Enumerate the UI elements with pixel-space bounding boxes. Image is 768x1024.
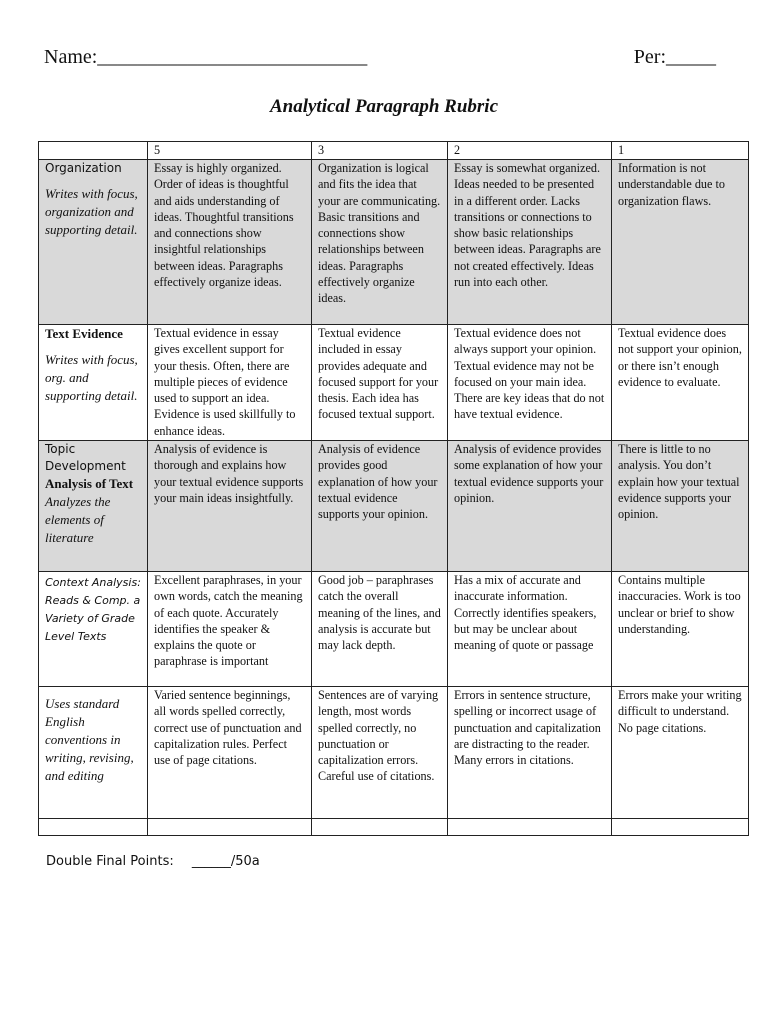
rubric-cell: Textual evidence included in essay provides adequate and focused support for your thesis. Each idea has focused textual support. [312, 325, 448, 441]
criterion-cell [39, 441, 148, 572]
rubric-table [38, 141, 749, 836]
table-row [39, 687, 749, 819]
empty-cell [448, 819, 612, 836]
criterion-title: Context Analysis: [45, 576, 141, 589]
table-row [39, 441, 749, 572]
rubric-cell: Essay is highly organized. Order of ideas is thoughtful and aids understanding of ideas. Thoughtful transitions and connections show insightful relationships between ideas. Paragraphs effectively organize ideas. [148, 160, 312, 325]
criterion-subtitle: Analysis of Text [45, 476, 134, 491]
period-field-label: Per:_____ [633, 46, 716, 68]
table-row [39, 325, 749, 441]
criterion-cell [39, 687, 148, 819]
column-header-score: 3 [312, 142, 448, 160]
criterion-title: Text Evidence [45, 326, 123, 341]
rubric-cell: Errors make your writing difficult to understand. No page citations. [612, 687, 749, 819]
rubric-cell: Analysis of evidence is thorough and explains how your textual evidence supports your main ideas insightfully. [148, 441, 312, 572]
rubric-cell: Good job – paraphrases catch the overall meaning of the lines, and analysis is accurate but may lack depth. [312, 572, 448, 687]
empty-cell [312, 819, 448, 836]
criterion-cell [39, 572, 148, 687]
criterion-description: Uses standard English conventions in writing, revising, and editing [45, 696, 134, 783]
criterion-description: Writes with focus, org. and supporting detail. [45, 352, 138, 403]
rubric-cell: Textual evidence does not always support your opinion. Textual evidence may not be focused on your main idea. There are key ideas that do not have textual evidence. [448, 325, 612, 441]
criterion-title: Organization [45, 161, 122, 175]
criterion-description: Reads & Comp. a Variety of Grade Level Texts [45, 594, 141, 643]
rubric-cell: Information is not understandable due to organization flaws. [612, 160, 749, 325]
column-header-score: 5 [148, 142, 312, 160]
column-header-criteria [39, 142, 148, 160]
rubric-cell: Textual evidence in essay gives excellent support for your thesis. Often, there are multiple pieces of evidence used to support an idea. Evidence is used skillfully to enhance ideas. [148, 325, 312, 441]
rubric-cell: Organization is logical and fits the idea that your are communicating. Basic transitions and connections show relationships between ideas. Paragraphs effectively organize ideas. [312, 160, 448, 325]
criterion-title: Topic Development [45, 442, 126, 473]
empty-cell [148, 819, 312, 836]
table-row-empty [39, 819, 749, 836]
final-points-label: Double Final Points: [46, 854, 174, 869]
criterion-description: Writes with focus, organization and supporting detail. [45, 186, 138, 237]
rubric-cell: Errors in sentence structure, spelling or incorrect usage of punctuation and capitalization are distracting to the reader. Many errors in citations. [448, 687, 612, 819]
rubric-cell: Essay is somewhat organized. Ideas needed to be presented in a different order. Lacks transitions or connections to show basic relationships between ideas. Paragraphs are not created effectively. Ideas run into each other. [448, 160, 612, 325]
criterion-description: Analyzes the elements of literature [45, 494, 111, 545]
rubric-cell: Contains multiple inaccuracies. Work is too unclear or brief to show understanding. [612, 572, 749, 687]
rubric-cell: Sentences are of varying length, most words spelled correctly, no punctuation or capitalization errors. Careful use of citations. [312, 687, 448, 819]
rubric-cell: There is little to no analysis. You don’t explain how your textual evidence supports your opinion. [612, 441, 749, 572]
criterion-cell [39, 160, 148, 325]
empty-cell [612, 819, 749, 836]
page-title: Analytical Paragraph Rubric [269, 96, 499, 117]
table-row [39, 572, 749, 687]
rubric-cell: Varied sentence beginnings, all words spelled correctly, correct use of punctuation and capitalization rules. Perfect use of page citations. [148, 687, 312, 819]
footer-points [46, 854, 260, 869]
name-field-label: Name:___________________________ [44, 46, 368, 68]
rubric-cell: Analysis of evidence provides some explanation of how your textual evidence supports your opinion. [448, 441, 612, 572]
column-header-score: 1 [612, 142, 749, 160]
rubric-cell: Textual evidence does not support your opinion, or there isn’t enough evidence to evaluate. [612, 325, 749, 441]
table-row [39, 160, 749, 325]
rubric-cell: Excellent paraphrases, in your own words, catch the meaning of each quote. Accurately identifies the speaker & explains the quote or paraphrase is important [148, 572, 312, 687]
column-header-score: 2 [448, 142, 612, 160]
final-points-blank: ______/50a [191, 854, 260, 869]
empty-cell [39, 819, 148, 836]
header [44, 46, 716, 74]
rubric-cell: Analysis of evidence provides good explanation of how your textual evidence supports your opinion. [312, 441, 448, 572]
criterion-cell [39, 325, 148, 441]
table-header-row [39, 142, 749, 160]
rubric-cell: Has a mix of accurate and inaccurate information. Correctly identifies speakers, but may be unclear about meaning of quote or passage [448, 572, 612, 687]
